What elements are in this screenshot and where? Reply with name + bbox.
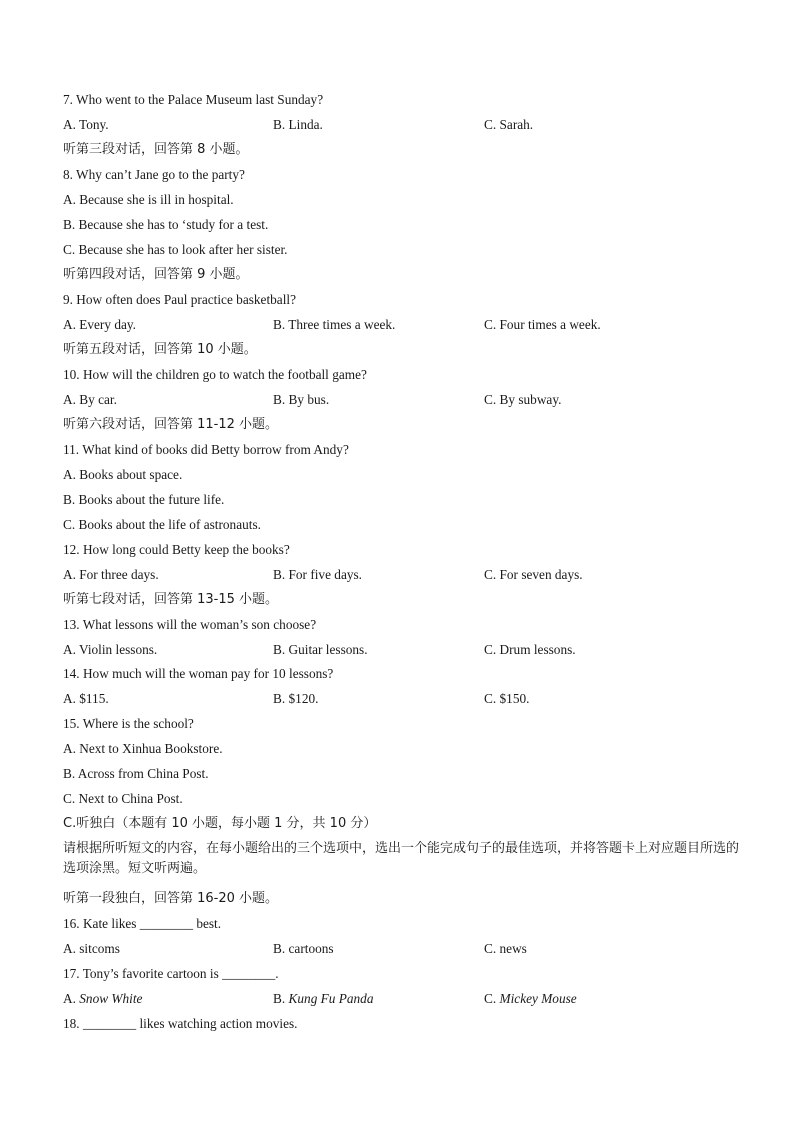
part-heading: C.听独白（本题有 10 小题，每小题 1 分，共 10 分）: [63, 816, 377, 831]
instructions: 请根据所听短文的内容，在每小题给出的三个选项中，选出一个能完成句子的最佳选项，并将答题卡上对应题目所选的选项涂黑。短文听两遍。: [63, 841, 740, 876]
section-heading: 听第一段独白，回答第 16-20 小题。: [63, 891, 279, 906]
option-a: A. Because she is ill in hospital.: [63, 192, 234, 207]
question-17: 17. Tony’s favorite cartoon is ________.: [63, 966, 279, 981]
section-heading: 听第六段对话，回答第 11-12 小题。: [63, 417, 279, 432]
option-b: B. Because she has to ‘study for a test.: [63, 217, 269, 232]
option-b: B. For five days.: [273, 567, 363, 582]
question-7: 7. Who went to the Palace Museum last Sunday?: [63, 92, 324, 107]
option-b: B. Three times a week.: [273, 317, 396, 332]
option-c: C. Because she has to look after her sister.: [63, 242, 288, 257]
option-c: C. Mickey Mouse: [484, 991, 577, 1006]
question-9: 9. How often does Paul practice basketball?: [63, 292, 296, 307]
section-heading: 听第五段对话，回答第 10 小题。: [63, 342, 257, 357]
option-a: A. For three days.: [63, 567, 159, 582]
question-12: 12. How long could Betty keep the books?: [63, 542, 290, 557]
question-14: 14. How much will the woman pay for 10 lessons?: [63, 666, 334, 681]
option-c: C. $150.: [484, 691, 530, 706]
question-16: 16. Kate likes ________ best.: [63, 916, 222, 931]
option-b: B. Across from China Post.: [63, 766, 209, 781]
option-a: A. By car.: [63, 392, 117, 407]
option-b: B. $120.: [273, 691, 319, 706]
option-b: B. Kung Fu Panda: [273, 991, 374, 1006]
option-b: B. cartoons: [273, 941, 334, 956]
section-heading: 听第七段对话，回答第 13-15 小题。: [63, 592, 279, 607]
question-18: 18. ________ likes watching action movies.: [63, 1016, 298, 1031]
option-c: C. Books about the life of astronauts.: [63, 517, 261, 532]
option-a: A. Every day.: [63, 317, 136, 332]
option-c: C. Four times a week.: [484, 317, 601, 332]
question-15: 15. Where is the school?: [63, 716, 194, 731]
option-a: A. Tony.: [63, 117, 109, 132]
option-b: B. By bus.: [273, 392, 330, 407]
option-c: C. news: [484, 941, 527, 956]
option-a: A. Next to Xinhua Bookstore.: [63, 741, 223, 756]
option-a: A. Violin lessons.: [63, 642, 158, 657]
question-8: 8. Why can’t Jane go to the party?: [63, 167, 245, 182]
option-c: C. Sarah.: [484, 117, 534, 132]
option-c: C. By subway.: [484, 392, 562, 407]
option-c: C. For seven days.: [484, 567, 583, 582]
question-13: 13. What lessons will the woman’s son choose?: [63, 617, 317, 632]
option-c: C. Drum lessons.: [484, 642, 576, 657]
question-10: 10. How will the children go to watch the football game?: [63, 367, 367, 382]
option-c: C. Next to China Post.: [63, 791, 183, 806]
section-heading: 听第四段对话，回答第 9 小题。: [63, 267, 249, 282]
option-b: B. Guitar lessons.: [273, 642, 368, 657]
question-11: 11. What kind of books did Betty borrow from Andy?: [63, 442, 349, 457]
option-b: B. Books about the future life.: [63, 492, 225, 507]
option-b: B. Linda.: [273, 117, 323, 132]
option-a: A. sitcoms: [63, 941, 120, 956]
option-a: A. Books about space.: [63, 467, 183, 482]
section-heading: 听第三段对话，回答第 8 小题。: [63, 142, 249, 157]
option-a: A. $115.: [63, 691, 109, 706]
option-a: A. Snow White: [63, 991, 143, 1006]
